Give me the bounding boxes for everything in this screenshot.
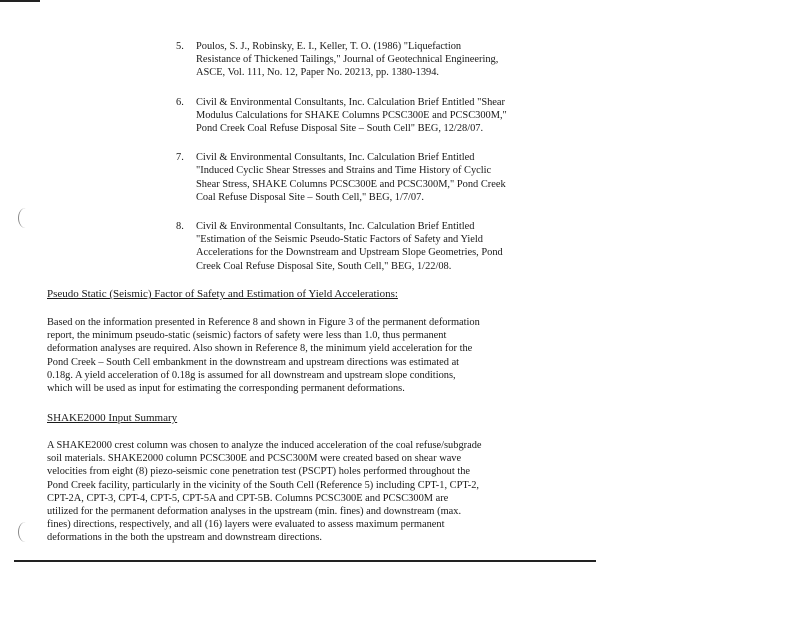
reference-line: "Estimation of the Seismic Pseudo-Static Factors of Safety and Yield — [196, 234, 483, 246]
reference-line: Poulos, S. J., Robinsky, E. I., Keller, T. O. (1986) "Liquefaction — [196, 41, 462, 52]
reference-item-5 — [176, 40, 576, 80]
paragraph-line: soil materials. SHAKE2000 column PCSC300E and PCSC300M were created based on shear wave — [47, 453, 462, 465]
section-heading-shake2000: SHAKE2000 Input Summary — [47, 412, 178, 424]
reference-item-6 — [176, 96, 576, 136]
reference-line: Civil & Environmental Consultants, Inc. Calculation Brief Entitled — [196, 152, 475, 164]
paragraph-line: fines) directions, respectively, and all (16) layers were evaluated to assess maximum permanent — [47, 519, 445, 531]
paragraph-line: which will be used as input for estimating the corresponding permanent deformations. — [47, 383, 405, 395]
footer-rule — [14, 560, 596, 562]
reference-line: "Induced Cyclic Shear Stresses and Strains and Time History of Cyclic — [196, 165, 492, 177]
paragraph-line: 0.18g. A yield acceleration of 0.18g is assumed for all downstream and upstream slope conditions, — [47, 369, 456, 381]
paragraph-line: Based on the information presented in Reference 8 and shown in Figure 3 of the permanent deformation — [47, 317, 480, 328]
reference-number: 5. — [176, 41, 184, 52]
reference-list — [176, 40, 576, 289]
paragraph-line: Pond Creek facility, particularly in the vicinity of the South Cell (Reference 5) including CPT-1, CPT-2, — [47, 479, 479, 491]
reference-line: Civil & Environmental Consultants, Inc. Calculation Brief Entitled — [196, 221, 475, 233]
paragraph-line: Pond Creek – South Cell embankment in the downstream and upstream directions was estimated at — [47, 356, 460, 368]
reference-number: 7. — [176, 152, 184, 164]
paragraph-line: deformation analyses are required. Also shown in Reference 8, the minimum yield acceleration for the — [47, 343, 473, 355]
paragraph-shake2000 — [47, 439, 567, 545]
reference-number: 8. — [176, 221, 184, 233]
reference-line: Pond Creek Coal Refuse Disposal Site – South Cell" BEG, 12/28/07. — [196, 123, 484, 135]
reference-line: Shear Stress, SHAKE Columns PCSC300E and PCSC300M," Pond Creek — [196, 178, 506, 190]
reference-line: Modulus Calculations for SHAKE Columns PCSC300E and PCSC300M," — [196, 109, 507, 121]
scan-edge-mark — [0, 0, 40, 2]
reference-line: Creek Coal Refuse Disposal Site, South Cell," BEG, 1/22/08. — [196, 260, 452, 272]
section-heading-pseudo-static: Pseudo Static (Seismic) Factor of Safety and Estimation of Yield Accelerations: — [47, 288, 398, 300]
reference-number: 6. — [176, 96, 184, 108]
paragraph-line: utilized for the permanent deformation analyses in the upstream (min. fines) and downstream (max. — [47, 506, 462, 518]
reference-item-7 — [176, 151, 576, 204]
paragraph-line: velocities from eight (8) piezo-seismic cone penetration test (PSCPT) holes performed throughout the — [47, 466, 471, 478]
paragraph-line: report, the minimum pseudo-static (seismic) factors of safety were less than 1.0, thus permanent — [47, 330, 447, 342]
paragraph-pseudo-static — [47, 316, 567, 395]
punch-hole-mark — [18, 208, 33, 228]
paragraph-line: deformations in the both the upstream and downstream directions. — [47, 532, 322, 544]
reference-line: Civil & Environmental Consultants, Inc. Calculation Brief Entitled "Shear — [196, 96, 505, 108]
reference-line: Coal Refuse Disposal Site – South Cell," BEG, 1/7/07. — [196, 191, 424, 203]
punch-hole-mark — [18, 522, 33, 542]
reference-line: ASCE, Vol. 111, No. 12, Paper No. 20213, pp. 1380-1394. — [196, 67, 440, 79]
paragraph-line: A SHAKE2000 crest column was chosen to analyze the induced acceleration of the coal refuse/subgrade — [47, 440, 482, 451]
paragraph-line: CPT-2A, CPT-3, CPT-4, CPT-5, CPT-5A and CPT-5B. Columns PCSC300E and PCSC300M are — [47, 492, 449, 504]
reference-item-8 — [176, 220, 576, 273]
reference-line: Accelerations for the Downstream and Upstream Slope Geometries, Pond — [196, 247, 503, 259]
reference-line: Resistance of Thickened Tailings," Journal of Geotechnical Engineering, — [196, 54, 499, 66]
